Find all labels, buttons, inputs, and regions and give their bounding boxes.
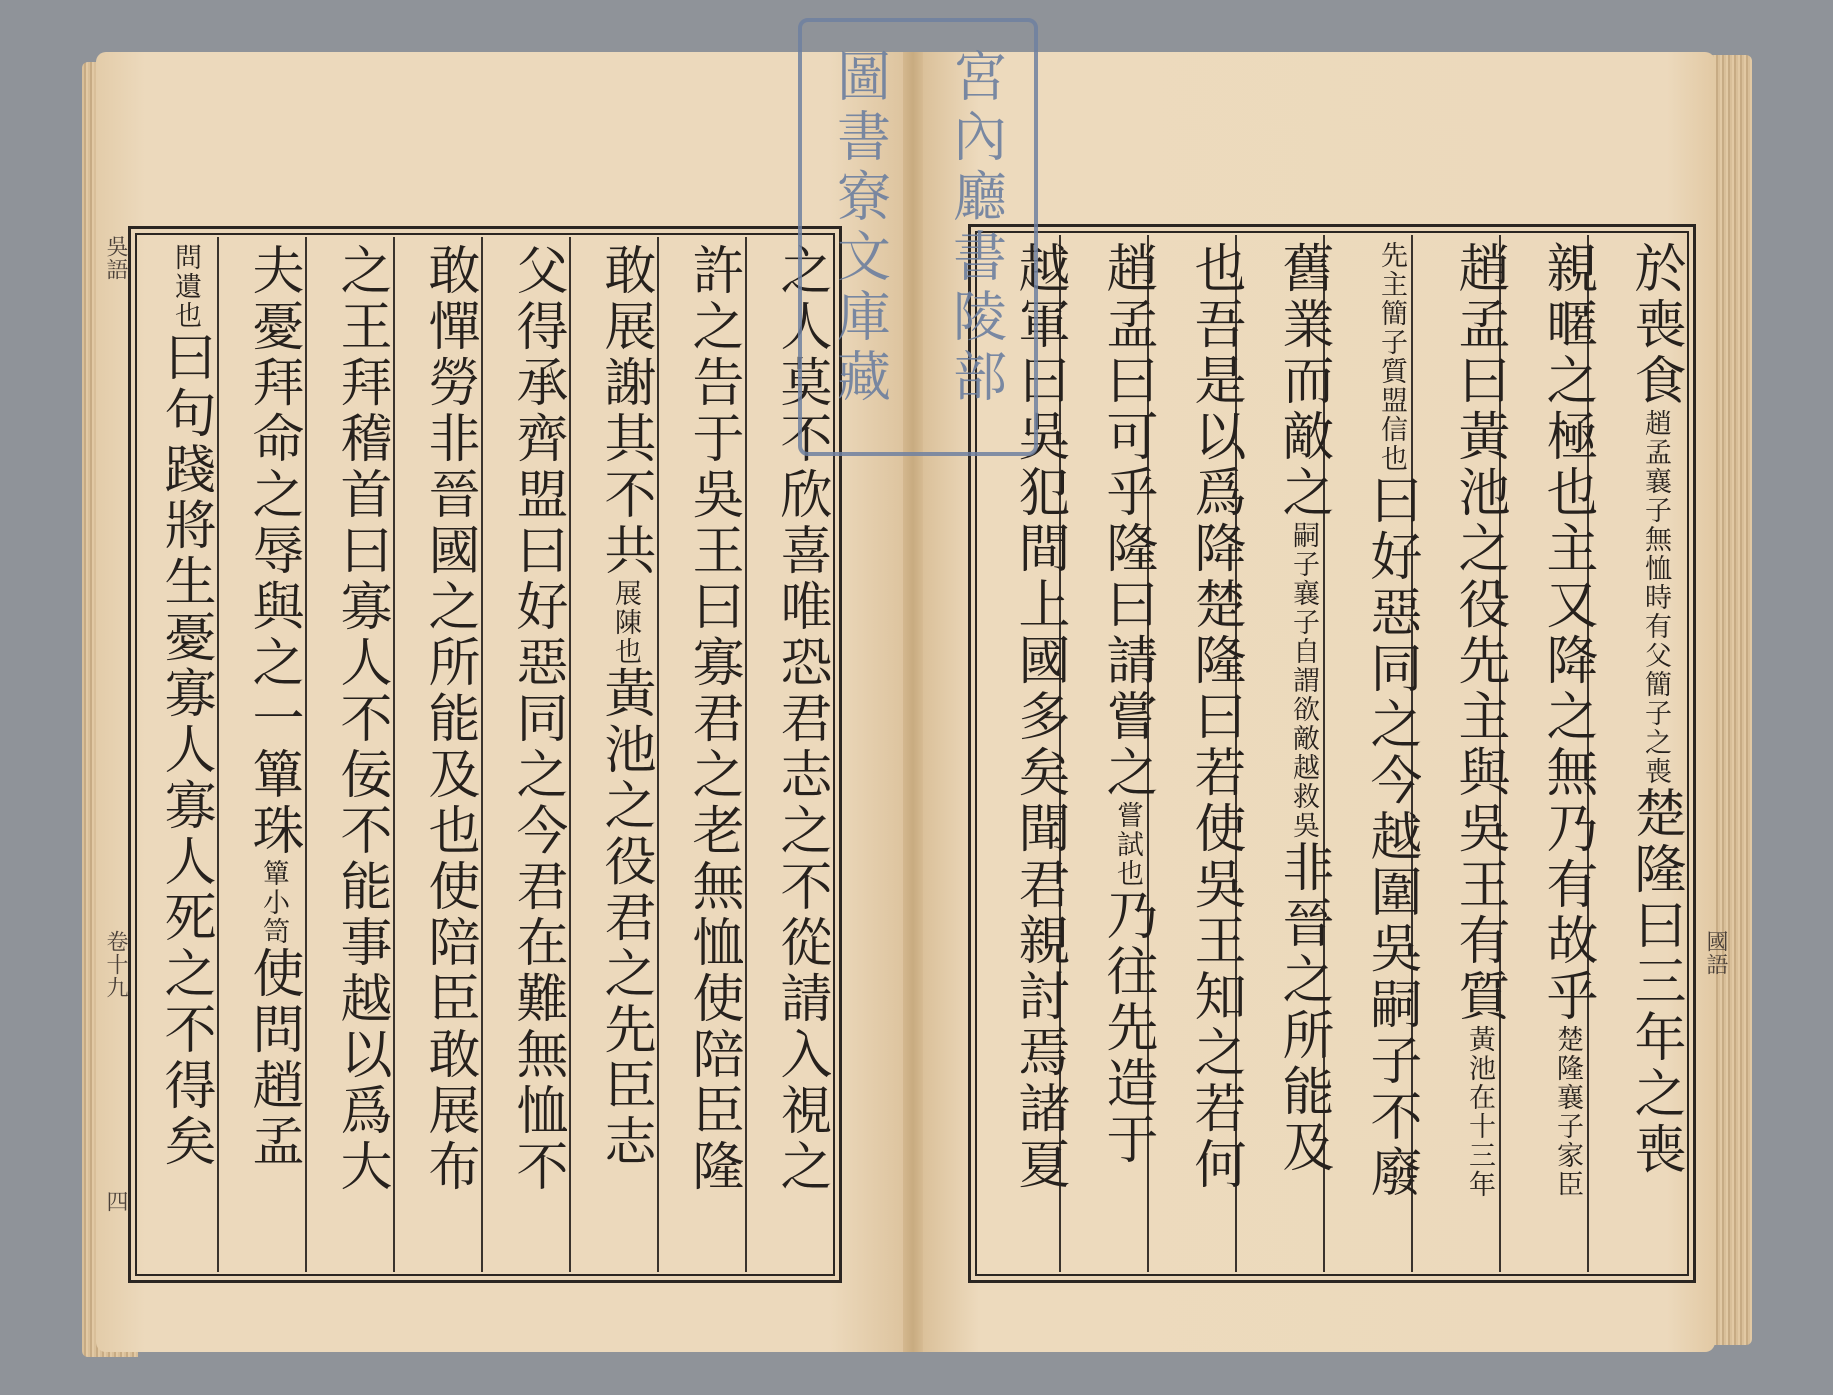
text-column: 親暱之極也主又降之無乃有故乎楚隆襄子家臣 bbox=[1537, 241, 1597, 1199]
commentary-note: 嘗試也 bbox=[1112, 801, 1143, 888]
commentary-note: 楚隆襄子家臣 bbox=[1552, 1025, 1583, 1199]
margin-label: 吳語 bbox=[103, 235, 128, 281]
right-text-frame bbox=[968, 224, 1696, 1283]
column-rule bbox=[569, 237, 571, 1272]
text-column: 父得承齊盟曰好惡同之今君在難無恤不 bbox=[507, 243, 567, 1195]
commentary-note: 黃池在十三年 bbox=[1464, 1025, 1495, 1199]
text-column: 於喪食趙孟襄子無恤時有父簡子之喪楚隆曰三年之喪 bbox=[1625, 241, 1685, 1178]
text-column: 之人莫不欣喜唯恐君志之不從請入視之 bbox=[771, 243, 831, 1195]
text-column: 趙孟曰黃池之役先主與吳王有質黃池在十三年 bbox=[1449, 241, 1509, 1199]
commentary-note: 趙孟襄子無恤時有父簡子之喪 bbox=[1640, 409, 1671, 786]
text-column: 趙孟曰可乎隆曰請嘗之嘗試也乃往先造于 bbox=[1097, 241, 1157, 1168]
text-column: 敢展謝其不共展陳也黃池之役君之先臣志 bbox=[595, 243, 655, 1170]
column-rule bbox=[393, 237, 395, 1272]
text-column: 之王拜稽首曰寡人不佞不能事越以爲大 bbox=[331, 243, 391, 1195]
text-column: 越軍曰吳犯間上國多矣聞君親討焉諸夏 bbox=[1009, 241, 1069, 1193]
column-rule bbox=[745, 237, 747, 1272]
seal-text: 宮內廳書陵部 bbox=[944, 48, 1008, 408]
margin-label: 國語 bbox=[1703, 930, 1728, 976]
commentary-note: 嗣子襄子自謂欲敵越救吳 bbox=[1288, 521, 1319, 840]
margin-label: 四 bbox=[103, 1190, 128, 1213]
library-seal-stamp bbox=[798, 18, 1038, 456]
left-text-frame bbox=[128, 226, 842, 1283]
commentary-note: 問遺也 bbox=[170, 243, 201, 330]
column-rule bbox=[481, 237, 483, 1272]
seal-text: 圖書寮文庫藏 bbox=[828, 48, 892, 408]
text-column: 許之告于吳王曰寡君之老無恤使陪臣隆 bbox=[683, 243, 743, 1195]
text-column: 問遺也曰句踐將生憂寡人寡人死之不得矣 bbox=[155, 243, 215, 1170]
text-column: 夫憂拜命之辱與之一簞珠簞小笥使問趙孟 bbox=[243, 243, 303, 1170]
commentary-note: 簞小笥 bbox=[258, 859, 289, 946]
column-rule bbox=[217, 237, 219, 1272]
text-column: 先主簡子質盟信也曰好惡同之今越圍吳嗣子不廢 bbox=[1361, 241, 1421, 1201]
commentary-note: 展陳也 bbox=[610, 579, 641, 666]
text-column: 舊業而敵之嗣子襄子自謂欲敵越救吳非晉之所能及 bbox=[1273, 241, 1333, 1176]
column-rule bbox=[305, 237, 307, 1272]
text-column: 也吾是以爲降楚隆曰若使吳王知之若何 bbox=[1185, 241, 1245, 1193]
commentary-note: 先主簡子質盟信也 bbox=[1376, 241, 1407, 473]
margin-label: 卷十九 bbox=[103, 930, 128, 999]
column-rule bbox=[657, 237, 659, 1272]
text-column: 敢憚勞非晉國之所能及也使陪臣敢展布 bbox=[419, 243, 479, 1195]
